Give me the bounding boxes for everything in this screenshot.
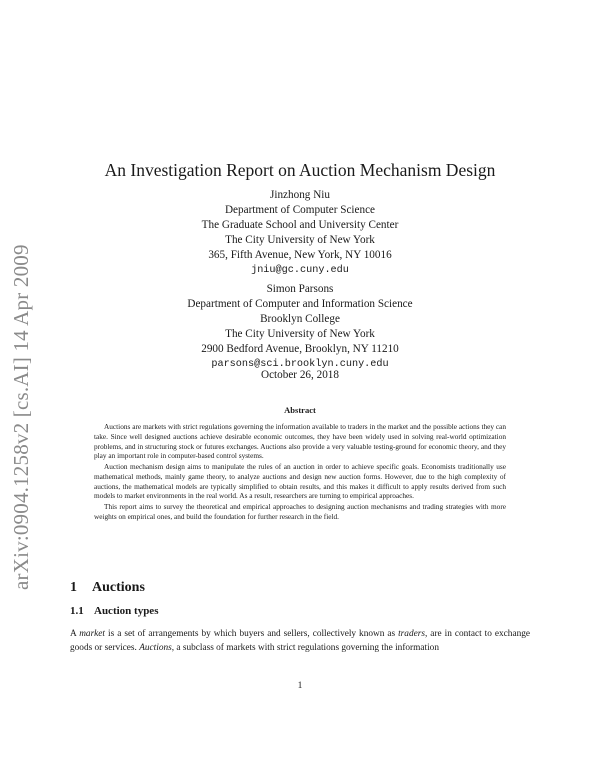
author-affiliation-line: The City University of New York xyxy=(225,328,375,340)
abstract-paragraph: This report aims to survey the theoretical and empirical approaches to designing auction mechanisms and trading strategies with more weights on empirical ones, and build the foundation for further research in the field. xyxy=(94,502,506,521)
author-affiliation-line: 365, Fifth Avenue, New York, NY 10016 xyxy=(208,249,392,261)
author-affiliation-line: The City University of New York xyxy=(225,234,375,246)
author-affiliation-line: Brooklyn College xyxy=(260,313,340,325)
author-email: parsons@sci.brooklyn.cuny.edu xyxy=(211,359,389,370)
abstract-paragraph: Auction mechanism design aims to manipulate the rules of an auction in order to achieve specific goals. Economists traditionally use mathematical methods, mainly game theory, to analyze auctions and design new auction forms. However, due to the high complexity of auctions, the mathematical models are typically simplified to obtain results, and this makes it difficult to apply results derived from such models to market environments in the real world. As a result, researchers are turning to empirical approaches. xyxy=(94,462,506,501)
section-heading xyxy=(70,580,145,596)
body-paragraph xyxy=(70,627,530,655)
abstract-body xyxy=(94,422,506,523)
section-number: 1 xyxy=(70,580,77,595)
page-number: 1 xyxy=(297,681,303,691)
author-affiliation-line: The Graduate School and University Center xyxy=(201,219,399,231)
author-name: Jinzhong Niu xyxy=(270,189,330,201)
subsection-number: 1.1 xyxy=(70,605,84,617)
text-run: , are in contact to exchange goods or services. xyxy=(70,629,530,653)
author-block-2 xyxy=(0,282,600,372)
term-auctions: Auctions xyxy=(139,643,172,653)
author-affiliation-line: 2900 Bedford Avenue, Brooklyn, NY 11210 xyxy=(201,343,399,355)
author-block-1 xyxy=(0,188,600,278)
text-run: is a set of arrangements by which buyers and sellers, collectively known as xyxy=(105,629,399,639)
author-name: Simon Parsons xyxy=(266,283,334,295)
author-affiliation-line: Department of Computer and Information Science xyxy=(187,298,413,310)
section-title: Auctions xyxy=(92,580,145,595)
text-run: A xyxy=(70,629,80,639)
term-market: market xyxy=(79,629,106,639)
paper-title: An Investigation Report on Auction Mechanism Design xyxy=(104,160,496,180)
body-text xyxy=(70,627,530,655)
term-traders: traders xyxy=(398,629,425,639)
subsection-heading xyxy=(70,605,158,617)
abstract-heading: Abstract xyxy=(284,405,316,415)
paper-date: October 26, 2018 xyxy=(261,369,339,381)
subsection-title: Auction types xyxy=(94,605,159,617)
author-email: jniu@gc.cuny.edu xyxy=(251,265,349,276)
abstract-paragraph: Auctions are markets with strict regulations governing the information available to traders in the market and the possible actions they can take. Since well designed auctions achieve desirable economic outcomes, they have been widely used in solving real-world optimization problems, and in structuring stock or futures exchanges. Auctions also provide a very valuable testing-ground for economic theory, and they play an important role in computer-based control systems. xyxy=(94,422,506,461)
arxiv-stamp: arXiv:0904.1258v2 [cs.AI] 14 Apr 2009 xyxy=(9,244,33,590)
author-affiliation-line: Department of Computer Science xyxy=(224,204,376,216)
text-run: , a subclass of markets with strict regulations governing the information xyxy=(171,643,439,653)
